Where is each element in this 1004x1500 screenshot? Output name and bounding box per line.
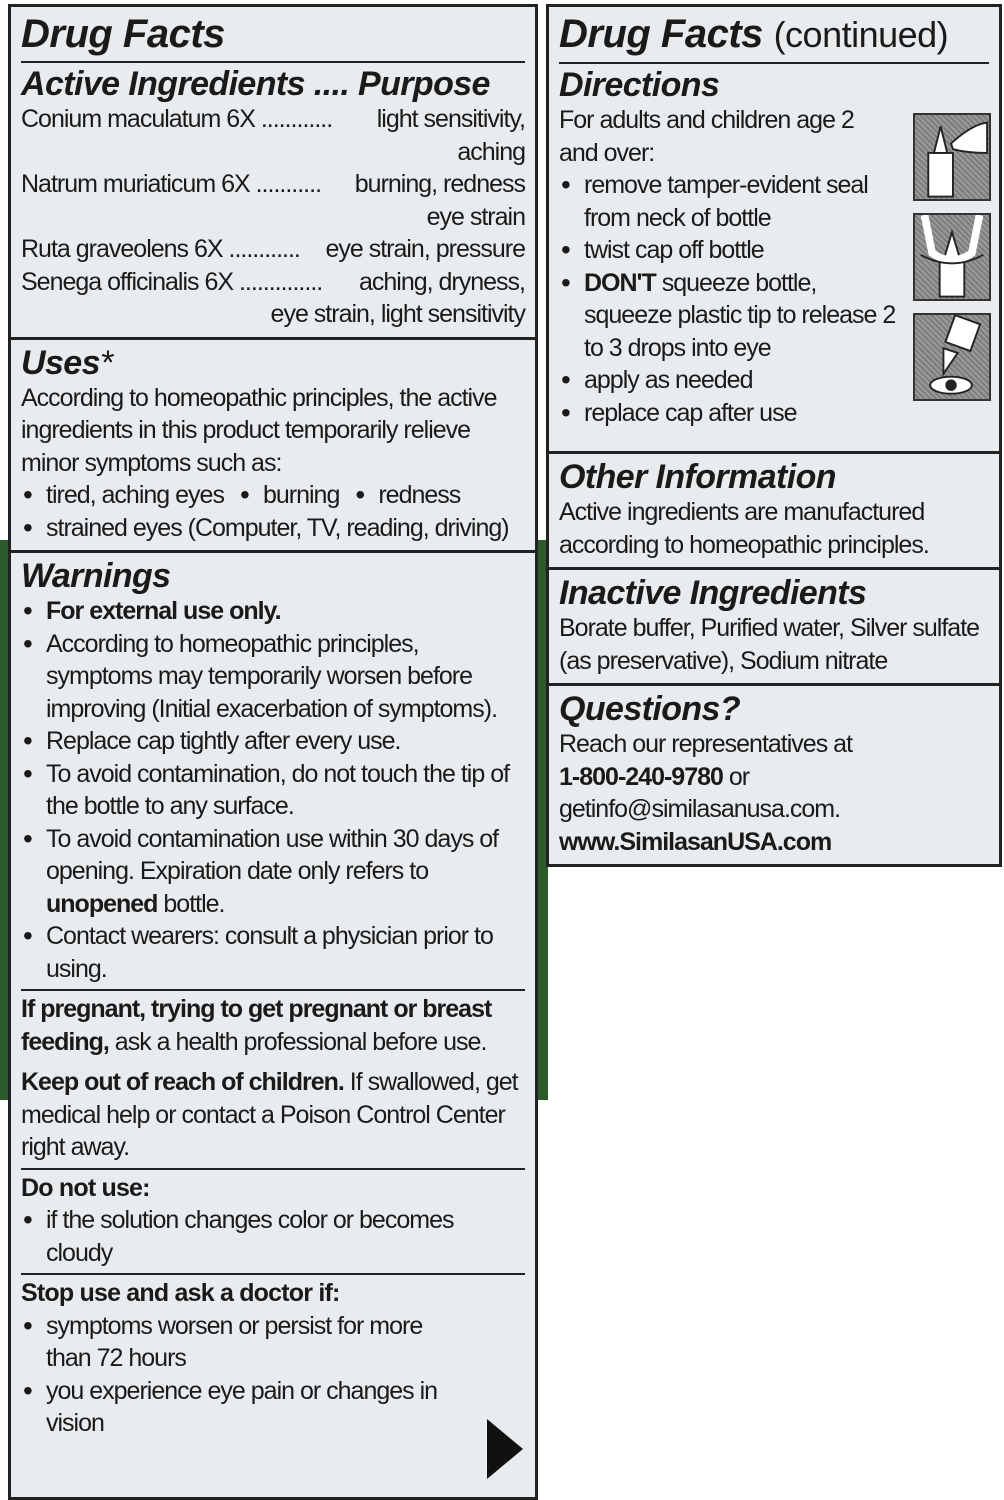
list-item (559, 267, 899, 365)
list-item: • you experience eye pain or changes in vision (21, 1375, 441, 1440)
inactive-ingredients-panel (546, 567, 1002, 686)
text: aching, dryness, (358, 267, 525, 296)
ingredient-purpose: aching (457, 137, 525, 166)
text: squeeze bottle, squeeze plastic tip to release 2 to 3 drops into eye (584, 268, 896, 362)
list-item: • burning (238, 479, 339, 512)
ingredient-row (21, 103, 525, 136)
green-edge (0, 540, 8, 1100)
inactive-ingredients-heading: Inactive Ingredients (559, 574, 867, 612)
divider (559, 62, 989, 64)
list-item: • According to homeopathic principles, symptoms may temporarily worsen before improving (Initial exacerbation of symptoms). (21, 628, 525, 726)
apply-drops-icon (913, 313, 991, 401)
continue-arrow-icon (487, 1419, 523, 1479)
text: Ruta graveolens 6X ............ (21, 235, 300, 263)
text (21, 1168, 525, 1270)
email-link[interactable]: getinfo@similasanusa.com. (559, 795, 841, 823)
direction-pictograms (913, 113, 993, 413)
list-item: • twist cap off bottle (559, 234, 899, 267)
text: ask a health professional before use. (108, 1027, 487, 1056)
text: light sensitivity, (376, 105, 525, 133)
text: * (99, 343, 113, 382)
questions-heading: Questions? (559, 690, 741, 728)
text: burning, redness (354, 170, 525, 198)
uses-panel (8, 337, 538, 554)
list-item: • symptoms worsen or persist for more than 72 hours (21, 1310, 441, 1375)
list-item: • To avoid contamination, do not touch the tip of the bottle to any surface. (21, 758, 525, 823)
text: Natrum muriaticum 6X ........... (21, 170, 322, 198)
text: bottle. (157, 889, 225, 918)
list-item: • replace cap after use (559, 397, 899, 430)
other-information-text: Active ingredients are manufactured according to homeopathic principles. (559, 498, 929, 559)
questions-panel (546, 683, 1002, 867)
text: DON'T (584, 268, 656, 297)
ingredient-row (21, 266, 525, 299)
questions-text: Reach our representatives at (559, 730, 853, 758)
text: If swallowed, get medical help or contact a Poison Control Center right away. (21, 1068, 518, 1161)
ingredient-row (21, 168, 525, 201)
directions-heading: Directions (559, 66, 720, 104)
uses-list (21, 479, 525, 512)
website-link[interactable]: www.SimilasanUSA.com (559, 827, 832, 856)
warnings-list (21, 595, 525, 985)
phone-number[interactable]: 1-800-240-9780 (559, 762, 723, 791)
text: Conium maculatum 6X ............ (21, 105, 333, 133)
ingredient-purpose: eye strain, light sensitivity (270, 300, 525, 328)
stop-use-heading: Stop use and ask a doctor if: (21, 1279, 340, 1307)
inactive-ingredients-text: Borate buffer, Purified water, Silver sulfate (as preservative), Sodium nitrate (559, 614, 980, 675)
twist-cap-icon (913, 213, 991, 301)
list-item: • apply as needed (559, 364, 899, 397)
text: or (722, 762, 750, 791)
list-item (21, 823, 525, 921)
warnings-panel (8, 550, 538, 1500)
text (21, 1273, 525, 1440)
text (21, 344, 525, 382)
text: Keep out of reach of children. (21, 1068, 344, 1096)
text: eye strain, pressure (325, 235, 525, 263)
uses-text: According to homeopathic principles, the active ingredients in this product temporarily relieve minor symptoms such as: (21, 383, 497, 477)
pregnancy-warning (21, 989, 525, 1058)
directions-intro: For adults and children age 2 and over: (559, 106, 854, 167)
right-column (546, 4, 1002, 867)
drug-facts-title: Drug Facts (21, 12, 225, 56)
text: To avoid contamination use within 30 days of opening. Expiration date only refers to (46, 824, 499, 885)
list-item: • remove tamper-evident seal from neck of bottle (559, 169, 899, 234)
active-ingredients-panel (8, 4, 538, 340)
do-not-use-list (21, 1204, 525, 1269)
uses-list-last (21, 512, 525, 545)
text (559, 761, 989, 794)
text (559, 826, 989, 859)
text: Senega officinalis 6X .............. (21, 267, 323, 296)
text: (continued) (773, 14, 949, 55)
do-not-use-heading: Do not use: (21, 1173, 150, 1202)
text (21, 103, 525, 331)
uses-heading: Uses (21, 343, 100, 382)
list-item: • redness (353, 479, 460, 512)
remove-seal-icon (913, 113, 991, 201)
list-item: • Contact wearers: consult a physician prior to using. (21, 920, 525, 985)
list-item: • if the solution changes color or becomes cloudy (21, 1204, 525, 1269)
other-information-heading: Other Information (559, 458, 836, 496)
text: For external use only. (46, 597, 281, 625)
warnings-heading: Warnings (21, 557, 171, 595)
list-item: • Replace cap tightly after every use. (21, 725, 525, 758)
text: If pregnant, trying to get pregnant or breast feeding, (21, 995, 492, 1056)
list-item: • tired, aching eyes (21, 479, 224, 512)
list-item (21, 595, 525, 628)
directions-panel (546, 4, 1002, 454)
other-information-panel (546, 451, 1002, 570)
ingredient-purpose: eye strain (426, 202, 525, 231)
text (559, 11, 989, 58)
directions-list (559, 169, 899, 429)
ingredient-row (21, 233, 525, 266)
left-column (8, 4, 538, 1500)
list-item: • strained eyes (Computer, TV, reading, driving) (21, 512, 525, 545)
drug-facts-continued-title: Drug Facts (559, 12, 763, 56)
divider (21, 61, 525, 63)
children-warning (21, 1066, 525, 1164)
active-ingredients-heading: Active Ingredients .... Purpose (21, 65, 490, 103)
stop-use-list (21, 1310, 441, 1440)
text: unopened (46, 889, 158, 918)
